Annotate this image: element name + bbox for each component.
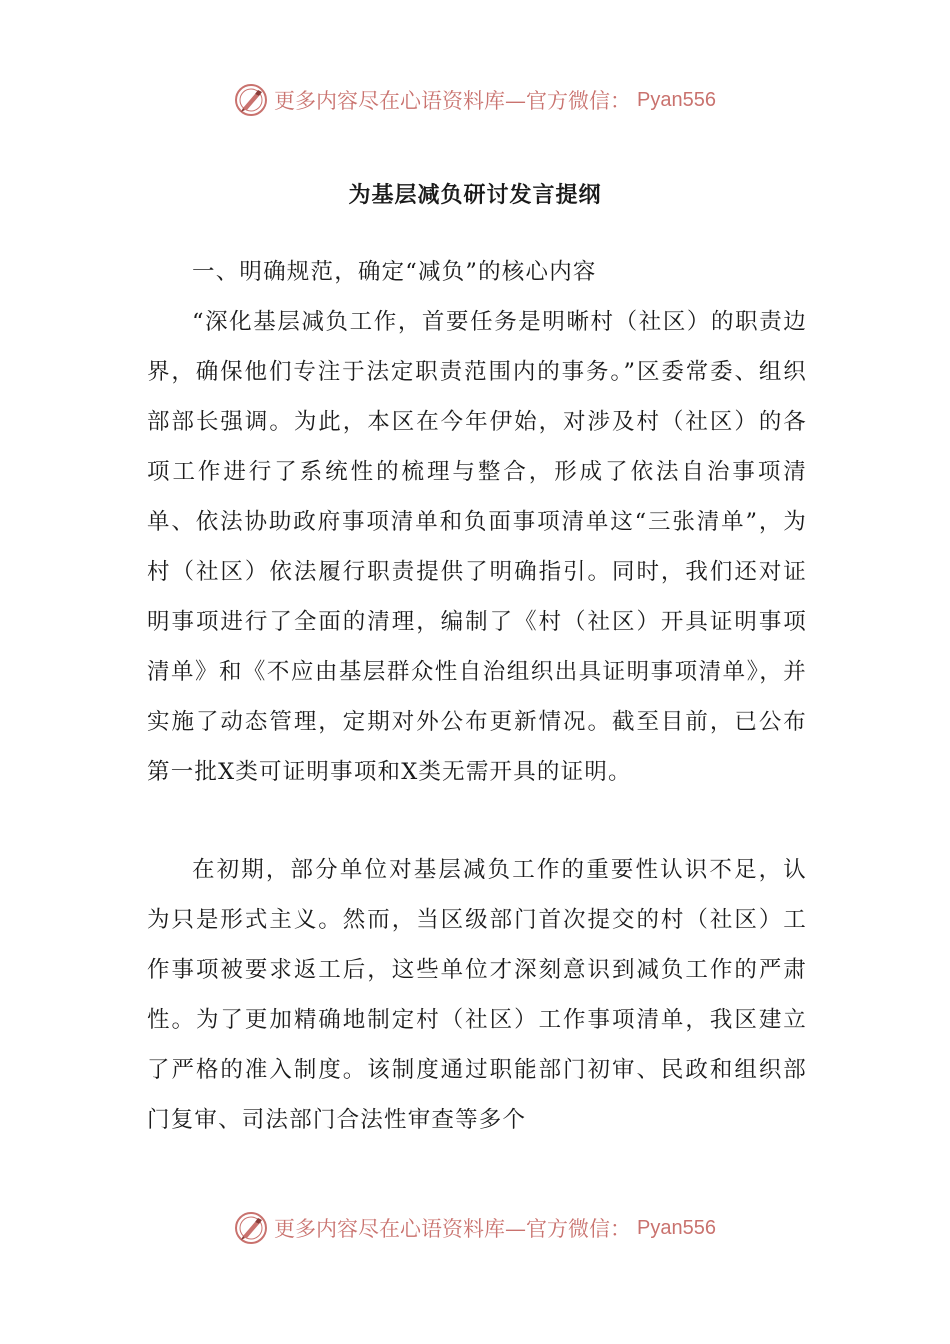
header-watermark <box>0 83 950 117</box>
watermark-handle: Pyan556 <box>637 88 716 111</box>
watermark-text: 更多内容尽在心语资料库—官方微信： <box>274 1217 632 1241</box>
document-title: 为基层减负研讨发言提纲 <box>348 183 602 208</box>
watermark-text: 更多内容尽在心语资料库—官方微信： <box>274 89 632 113</box>
paragraph-2: 在初期，部分单位对基层减负工作的重要性认识不足，认为只是形式主义。然而，当区级部门首次提交的村（社区）工作事项被要求返工后，这些单位才深刻意识到减负工作的严肃性。为了更加精确地制定村（社区）工作事项清单，我区建立了严格的准入制度。该制度通过职能部门初审、民政和组织部门复审、司法部门合法性审查等多个 <box>147 857 807 1133</box>
pen-nib-logo-icon <box>234 1211 268 1245</box>
pen-nib-logo-icon <box>234 83 268 117</box>
section-heading: 一、明确规范，确定“减负”的核心内容 <box>192 259 597 285</box>
footer-watermark <box>0 1211 950 1245</box>
watermark-handle: Pyan556 <box>637 1216 716 1239</box>
paragraph-1: “深化基层减负工作，首要任务是明晰村（社区）的职责边界，确保他们专注于法定职责范围内的事务。”区委常委、组织部部长强调。为此，本区在今年伊始，对涉及村（社区）的各项工作进行了系统性的梳理与整合，形成了依法自治事项清单、依法协助政府事项清单和负面事项清单这“三张清单”，为村（社区）依法履行职责提供了明确指引。同时，我们还对证明事项进行了全面的清理，编制了《村（社区）开具证明事项清单》和《不应由基层群众性自治组织出具证明事项清单》，并实施了动态管理，定期对外公布更新情况。截至目前，已公布第一批X类可证明事项和X类无需开具的证明。 <box>147 309 807 785</box>
